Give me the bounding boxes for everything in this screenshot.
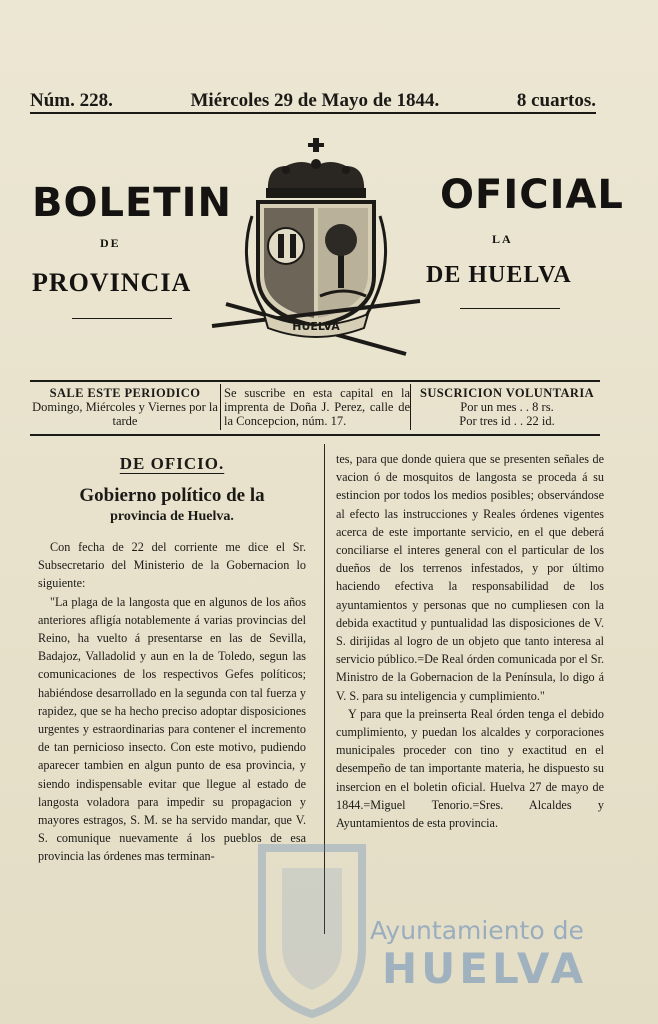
info-subscribe: Se suscribe en esta capital en la imprenta de Doña J. Perez, calle de la Concepcion, núm. 17. bbox=[224, 386, 410, 428]
title-provincia: PROVINCIA bbox=[32, 268, 192, 297]
article-subheading: provincia de Huelva. bbox=[110, 509, 234, 524]
issue-date: Miércoles 29 de Mayo de 1844. bbox=[190, 90, 440, 111]
title-right-rule bbox=[460, 308, 560, 309]
watermark-line1: Ayuntamiento de bbox=[370, 916, 584, 945]
title-de-huelva: DE HUELVA bbox=[426, 262, 572, 288]
section-title: DE OFICIO. bbox=[119, 454, 225, 473]
title-boletin: BOLETIN bbox=[32, 180, 232, 226]
info-top-rule bbox=[30, 380, 600, 382]
title-left-rule bbox=[72, 318, 172, 319]
info-subscription-month: Por un mes . . 8 rs. bbox=[460, 400, 554, 414]
masthead bbox=[30, 84, 596, 112]
info-schedule-body: Domingo, Miércoles y Viernes por la tarde bbox=[32, 400, 218, 428]
watermark-line2: HUELVA bbox=[382, 944, 588, 993]
info-subscription bbox=[414, 386, 600, 434]
issue-price: 8 cuartos. bbox=[516, 90, 596, 111]
issue-number: Núm. 228. bbox=[30, 90, 113, 111]
title-connector-de: DE bbox=[100, 236, 121, 250]
article-paragraph: Y para que la preinserta Real órden tenga el debido cumplimiento, y puedan los alcaldes y corporaciones municipales proceder con tino y exactitud en el desempeño de tan importante materia, he dispuesto su insercion en el boletin oficial. Huelva 27 de mayo de 1844.=Miguel Tenorio.=Sres. Alcaldes y Ayuntamientos de esta provincia. bbox=[336, 706, 604, 831]
title-oficial: OFICIAL bbox=[440, 172, 624, 218]
article-paragraph: "La plaga de la langosta que en algunos de los años anteriores afligía notablemente á varias provincias del Reino, ha vuelto á presentarse en las de Sevilla, Badajoz, Valladolid y aun en la de Toledo, segun las comunicaciones de los respectivos Gefes políticos; habiéndose desarrollado en la segunda con tal fuerza y rapidez, que se ha hecho preciso adoptar disposiciones urgentes y estraordinarias para contener el incremento de tan pernicioso insecto. Con este motivo, pudiendo aparecer tambien en algun punto de esa provincia, y siendo indispensable evitar que llegue al estado de langosta voladora para impedir su propagacion y mayores estragos, S. M. se ha servido mandar, que V. S. comunique nuevamente á los pueblos de esa provincia las órdenes mas terminan- bbox=[38, 594, 306, 864]
info-subscription-head: SUSCRICION VOLUNTARIA bbox=[419, 386, 595, 400]
info-divider-1 bbox=[220, 384, 221, 430]
title-connector-la: LA bbox=[492, 232, 513, 246]
info-divider-2 bbox=[410, 384, 411, 430]
article-heading: Gobierno político de la bbox=[79, 485, 265, 506]
coat-of-arms-icon bbox=[206, 136, 426, 366]
info-subscription-quarter: Por tres id . . 22 id. bbox=[459, 414, 555, 428]
article-paragraph: tes, para que donde quiera que se presenten señales de vacion ó de mosquitos de langosta se proceda á su estincion por todos los medios posibles; observándose al efecto las instrucciones y Reales órdenes vigentes acerca de este importante servicio, en el que deberá conciliarse el interes general con el particular de los dueños de los terrenos infestados, y por último haciendo efectiva la responsabilidad de los ayuntamientos y personas que no cumpliesen con la debida exactitud y puntualidad las disposiciones de V. S. dirijidas al logro de un objeto que tanto interesa al servicio público.=De Real órden comunicada por el Sr. Ministro de la Gobernacion de la Península, lo digo á V. S. para su inteligencia y cumplimiento." bbox=[336, 452, 604, 703]
info-schedule bbox=[32, 386, 218, 434]
info-bottom-rule bbox=[30, 434, 600, 436]
article-paragraph: Con fecha de 22 del corriente me dice el Sr. Subsecretario del Ministerio de la Gobernacion lo siguiente: bbox=[38, 540, 306, 591]
crest-label: HUELVA bbox=[292, 320, 340, 333]
info-schedule-head: SALE ESTE PERIODICO bbox=[49, 386, 201, 400]
masthead-rule bbox=[30, 112, 596, 114]
